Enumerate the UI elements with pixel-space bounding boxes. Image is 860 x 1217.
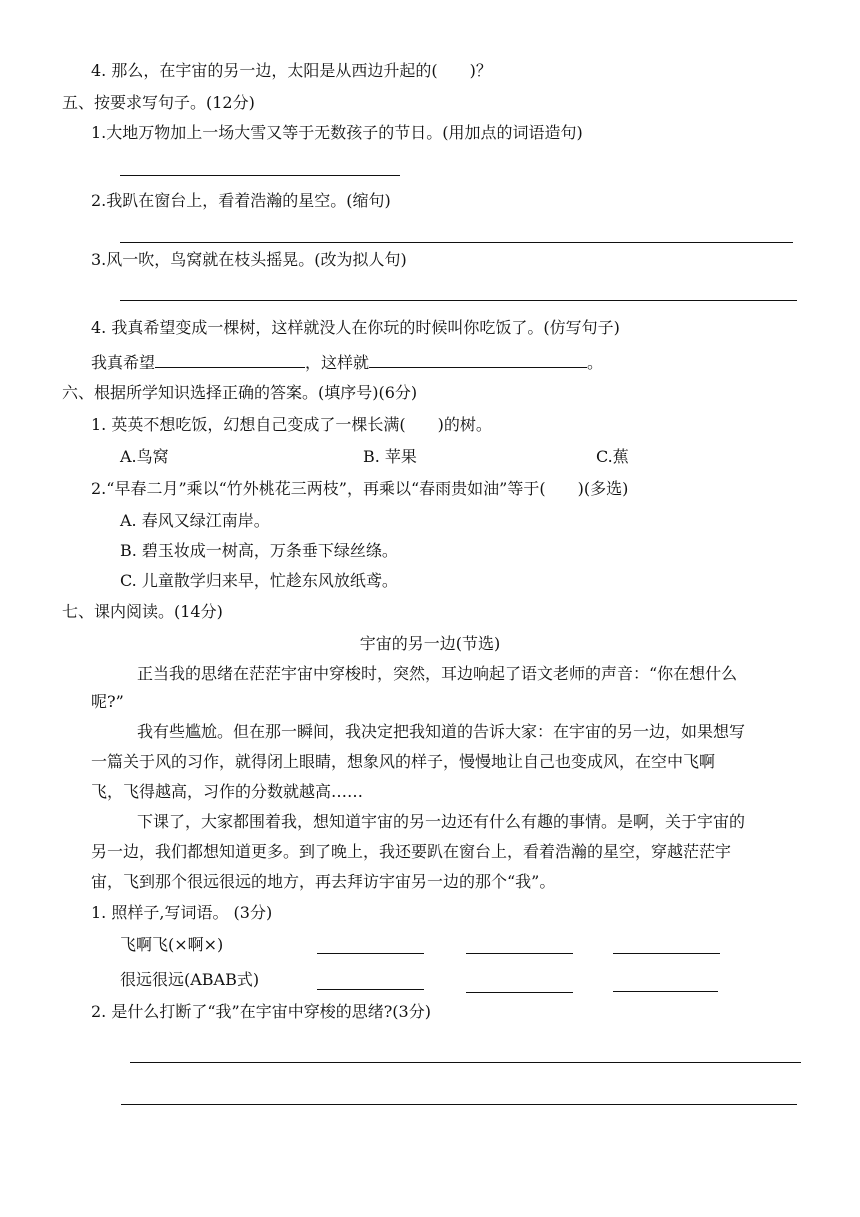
passage-line: 一篇关于风的习作，就得闭上眼睛，想象风的样子，慢慢地让自己也变成风，在空中飞啊 [91,752,716,771]
answer-line[interactable] [120,300,797,301]
section-5-item-4: 4. 我真希望变成一棵树，这样就没人在你玩的时候叫你吃饭了。(仿写句子) [91,318,620,337]
passage-line: 宙，飞到那个很远很远的地方，再去拜访宇宙另一边的那个“我”。 [91,872,556,891]
passage-line: 我有些尴尬。但在那一瞬间，我决定把我知道的告诉大家：在宇宙的另一边，如果想写 [137,722,746,741]
fill-blank-2[interactable] [369,351,587,368]
answer-line[interactable] [120,175,400,176]
imitation-sentence [91,351,603,373]
question-4: 4. 那么，在宇宙的另一边，太阳是从西边升起的( )？ [91,61,492,80]
sub-question-1: 1. 照样子,写词语。 (3分) [91,903,273,922]
fill-blank-1[interactable] [155,351,305,368]
answer-line[interactable] [466,953,573,954]
answer-line[interactable] [317,989,424,990]
answer-line[interactable] [317,953,424,954]
answer-line[interactable] [613,953,720,954]
passage-line: 呢?” [91,692,124,711]
sub-question-2: 2. 是什么打断了“我”在宇宙中穿梭的思绪?(3分) [91,1002,431,1021]
answer-line[interactable] [130,1062,801,1063]
section-6-question-1: 1. 英英不想吃饭，幻想自己变成了一棵长满( )的树。 [91,415,492,434]
section-6-question-2: 2.“早春二月”乘以“竹外桃花三两枝”，再乘以“春雨贵如油”等于( )(多选) [91,479,629,498]
passage-title: 宇宙的另一边(节选) [359,634,501,653]
section-5-item-2: 2.我趴在窗台上，看着浩瀚的星空。(缩句) [91,191,391,210]
word-pattern-1: 飞啊飞(×啊×) [120,935,224,954]
option-b[interactable]: B. 苹果 [363,447,417,466]
section-7-title: 七、课内阅读。(14分) [62,602,223,621]
option-a[interactable]: A. 春风又绿江南岸。 [120,511,270,530]
answer-line[interactable] [613,991,718,992]
passage-line: 飞，飞得越高，习作的分数就越高…… [91,782,364,801]
passage-line: 另一边，我们都想知道更多。到了晚上，我还要趴在窗台上，看着浩瀚的星空，穿越茫茫宇 [91,842,732,861]
option-b[interactable]: B. 碧玉妆成一树高，万条垂下绿丝绦。 [120,541,398,560]
option-c[interactable]: C.蕉 [596,447,629,466]
section-5-title: 五、按要求写句子。(12分) [62,93,255,112]
word-pattern-2: 很远很远(ABAB式) [120,970,260,989]
option-a[interactable]: A.鸟窝 [120,447,169,466]
passage-line: 下课了，大家都围着我，想知道宇宙的另一边还有什么有趣的事情。是啊，关于宇宙的 [137,812,746,831]
option-c[interactable]: C. 儿童散学归来早，忙趁东风放纸鸢。 [120,571,398,590]
fill-prefix: 我真希望 [91,353,156,372]
passage-line: 正当我的思绪在茫茫宇宙中穿梭时，突然，耳边响起了语文老师的声音：“你在想什么 [137,664,738,683]
section-5-item-3: 3.风一吹，鸟窝就在枝头摇晃。(改为拟人句) [91,250,407,269]
answer-line[interactable] [466,992,573,993]
section-5-item-1: 1.大地万物加上一场大雪又等于无数孩子的节日。(用加点的词语造句) [91,123,583,142]
fill-middle: ，这样就 [305,353,370,372]
fill-suffix: 。 [587,353,604,372]
answer-line[interactable] [121,1104,797,1105]
section-6-title: 六、根据所学知识选择正确的答案。(填序号)(6分) [62,383,418,402]
answer-line[interactable] [120,242,793,243]
